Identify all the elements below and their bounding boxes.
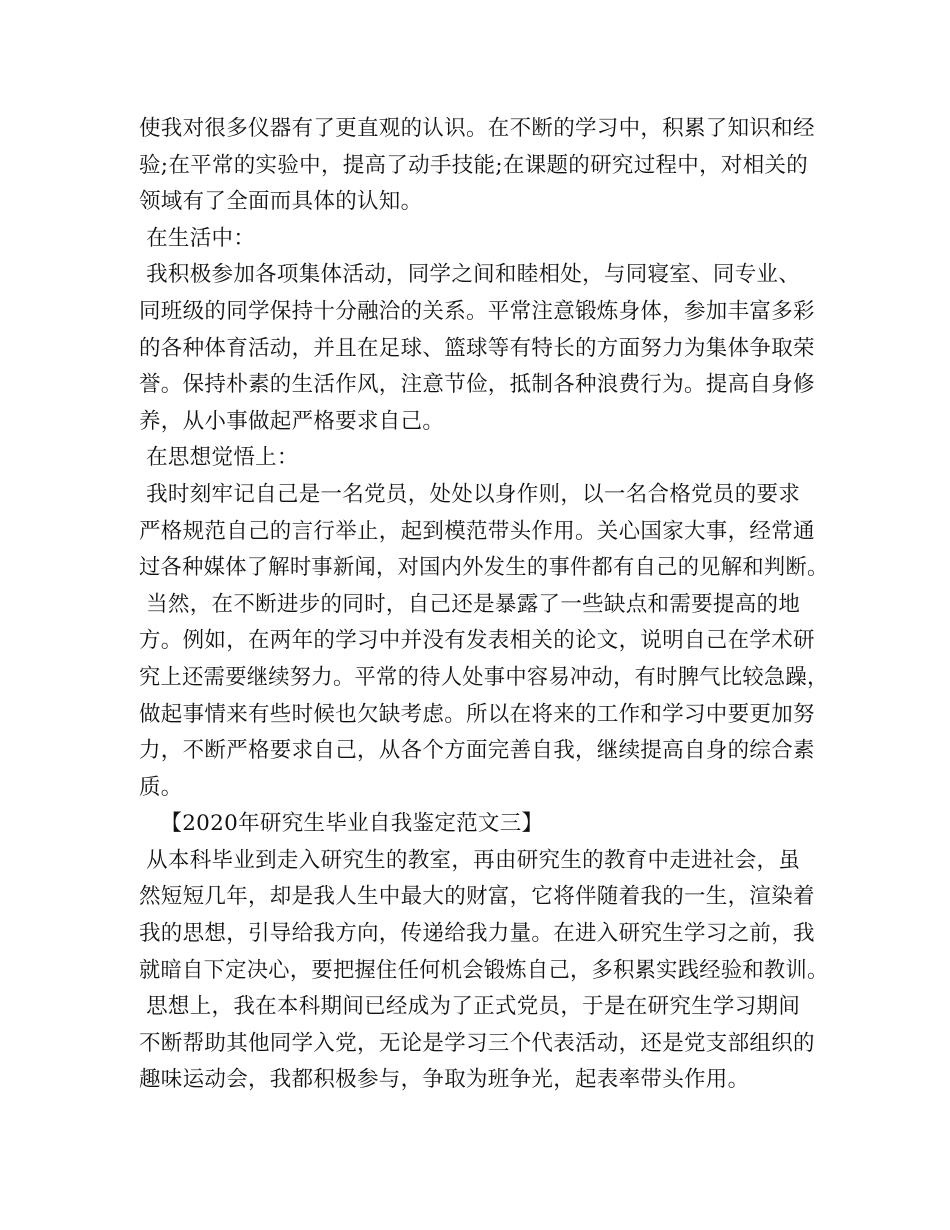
text-line: 不断帮助其他同学入党，无论是学习三个代表活动，还是党支部组织的: [139, 1030, 815, 1056]
text-line: 思想上，我在本科期间已经成为了正式党员，于是在研究生学习期间: [139, 994, 801, 1020]
text-line: 当然，在不断进步的同时，自己还是暴露了一些缺点和需要提高的地: [139, 591, 801, 617]
text-line: 然短短几年，却是我人生中最大的财富，它将伴随着我的一生，渲染着: [139, 884, 815, 910]
text-line: 誉。保持朴素的生活作风，注意节俭，抵制各种浪费行为。提高自身修: [139, 372, 815, 398]
text-line: 同班级的同学保持十分融洽的关系。平常注意锻炼身体，参加丰富多彩: [139, 298, 815, 324]
text-line: 验;在平常的实验中，提高了动手技能;在课题的研究过程中，对相关的: [139, 152, 809, 178]
text-line: 我的思想，引导给我方向，传递给我力量。在进入研究生学习之前，我: [139, 921, 815, 947]
text-line: 做起事情来有些时候也欠缺考虑。所以在将来的工作和学习中要更加努: [139, 701, 815, 727]
text-line: 在思想觉悟上：: [139, 445, 299, 471]
text-line: 就暗自下定决心，要把握住任何机会锻炼自己，多积累实践经验和教训。: [139, 957, 829, 983]
text-line: 质。: [139, 774, 183, 800]
text-line: 使我对很多仪器有了更直观的认识。在不断的学习中，积累了知识和经: [139, 116, 815, 141]
text-line: 我积极参加各项集体活动，同学之间和睦相处，与同寝室、同专业、: [139, 262, 801, 288]
text-line: 趣味运动会，我都积极参与，争取为班争光，起表率带头作用。: [139, 1067, 750, 1093]
text-line: 严格规范自己的言行举止，起到模范带头作用。关心国家大事，经常通: [139, 518, 815, 544]
text-line: 究上还需要继续努力。平常的待人处事中容易冲动，有时脾气比较急躁，: [139, 664, 829, 690]
text-line: 【2020年研究生毕业自我鉴定范文三】: [139, 811, 544, 837]
text-line: 方。例如，在两年的学习中并没有发表相关的论文，说明自己在学术研: [139, 628, 815, 654]
document-body-text: [139, 111, 829, 1099]
text-line: 在生活中：: [139, 225, 256, 251]
text-line: 的各种体育活动，并且在足球、篮球等有特长的方面努力为集体争取荣: [139, 335, 815, 361]
text-line: 领域有了全面而具体的认知。: [139, 189, 423, 215]
text-line: 我时刻牢记自己是一名党员，处处以身作则，以一名合格党员的要求: [139, 481, 801, 507]
text-line: 从本科毕业到走入研究生的教室，再由研究生的教育中走进社会，虽: [139, 847, 801, 873]
text-line: 力，不断严格要求自己，从各个方面完善自我，继续提高自身的综合素: [139, 738, 815, 764]
text-line: 养，从小事做起严格要求自己。: [139, 408, 445, 434]
text-line: 过各种媒体了解时事新闻，对国内外发生的事件都有自己的见解和判断。: [139, 555, 829, 581]
